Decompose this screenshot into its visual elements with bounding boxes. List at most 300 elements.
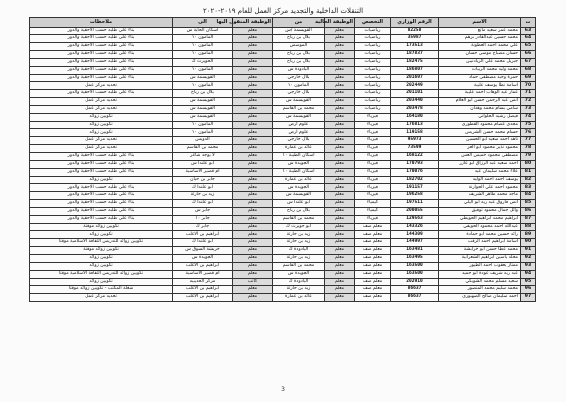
row-from: زيد بن حارثة [273, 231, 325, 239]
row-note: تحديد مركز عمل [30, 294, 173, 302]
table-row [30, 247, 536, 255]
row-note: بناء على طلبه حسب الاحقية والدور [30, 51, 173, 59]
row-to: ام قصير الاساسية [173, 168, 233, 176]
row-seq: 82 [521, 176, 536, 184]
row-ministerial-no: 35987 [391, 35, 439, 43]
row-transferred-job: معلم [233, 262, 273, 270]
row-seq: 79 [521, 153, 536, 161]
row-job: معلم [325, 200, 355, 208]
row-job: معلم [325, 113, 355, 121]
header-to: الى [173, 18, 233, 28]
row-seq: 66 [521, 51, 536, 59]
row-from: اسكان الطيبة ١٠ [273, 153, 325, 161]
row-from: الموسس [273, 43, 325, 51]
row-specialty: رياضيات [355, 74, 391, 82]
row-specialty: فيزياء [355, 192, 391, 200]
row-from: بلال بن رباح [273, 35, 325, 43]
row-ministerial-no: 168122 [391, 153, 439, 161]
row-specialty: فيزياء [355, 153, 391, 161]
row-seq: 86 [521, 207, 536, 215]
row-ministerial-no: 176813 [391, 121, 439, 129]
row-to: القويسمة س [173, 74, 233, 82]
table-row [30, 121, 536, 129]
row-seq: 97 [521, 294, 536, 302]
row-job: معلم [325, 239, 355, 247]
table-row [30, 294, 536, 302]
row-note: بناء على طلبه حسب الاحقية والدور [30, 184, 173, 192]
row-specialty: معلم صف [355, 270, 391, 278]
row-ministerial-no: 196258 [391, 192, 439, 200]
row-ministerial-no: 86637 [391, 294, 439, 302]
row-to: القويسمة س [173, 98, 233, 106]
row-transferred-job: معلم [233, 113, 273, 121]
row-name: ابراهيم محمد ابراهيم الحويطي [439, 215, 521, 223]
row-seq: 81 [521, 168, 536, 176]
row-from: عائد بن عمارة [273, 176, 325, 184]
table-row [30, 270, 536, 278]
row-transferred-job: معلم [233, 239, 273, 247]
row-to: زيد بن حارثة [173, 192, 233, 200]
row-from: زيد بن حارثة [273, 239, 325, 247]
row-note: بناء على طلبه حسب الاحقية والدور [30, 66, 173, 74]
row-seq: 65 [521, 43, 536, 51]
row-transferred-job: كاتب [233, 278, 273, 286]
row-name: يوسف احمد احمد الوليد [439, 176, 521, 184]
row-name: علاء محمد سليمان عيد [439, 168, 521, 176]
row-ministerial-no: 73599 [391, 145, 439, 153]
row-note: تكويين زوائد [30, 278, 173, 286]
row-from: عائد بن عمارة [273, 145, 325, 153]
row-specialty: رياضيات [355, 90, 391, 98]
row-from: زيد بن حارثة [273, 286, 325, 294]
row-job: معلم [325, 129, 355, 137]
row-ministerial-no: 170076 [391, 168, 439, 176]
row-name: سامي بسام محمد وهدان [439, 105, 521, 113]
row-seq: 90 [521, 239, 536, 247]
row-from: زيد بن حارثة [273, 254, 325, 262]
table-row [30, 58, 536, 66]
row-to: ام قصير الاساسية [173, 270, 233, 278]
table-row [30, 176, 536, 184]
row-note: بناء على طلبه حسب الاحقية والدور [30, 43, 173, 51]
row-ministerial-no: 202910 [391, 278, 439, 286]
row-name: مخلد ياسين ابراهيم الشعرانية [439, 254, 521, 262]
row-job: معلم [325, 74, 355, 82]
row-seq: 64 [521, 35, 536, 43]
row-seq: 78 [521, 145, 536, 153]
row-seq: 67 [521, 58, 536, 66]
table-row [30, 223, 536, 231]
row-ministerial-no: 119158 [391, 129, 439, 137]
row-name: انس عبد الرحمن حسن ابو الغلام [439, 98, 521, 106]
row-job: معلم [325, 184, 355, 192]
row-transferred-job: معلم [233, 215, 273, 223]
header-name: الاسم [439, 18, 521, 28]
row-transferred-job: معلم [233, 270, 273, 278]
row-from: اليادودة ك [273, 247, 325, 255]
row-seq: 96 [521, 286, 536, 294]
row-name: وائل جمال محمود توفيق [439, 207, 521, 215]
row-note: تكويين زوائد [30, 129, 173, 137]
table-row [30, 160, 536, 168]
row-transferred-job: معلم [233, 137, 273, 145]
table-row [30, 192, 536, 200]
table-row [30, 254, 536, 262]
row-transferred-job: معلم [233, 153, 273, 161]
header-transferred-job: الوظيفة المنقول اليها [233, 18, 273, 28]
row-to: ابراهيم بن الاغلب [173, 286, 233, 294]
row-from: محمد بن القاسم [273, 262, 325, 270]
row-job: معلم [325, 145, 355, 153]
transfers-table [29, 17, 536, 302]
row-specialty: رياضيات [355, 105, 391, 113]
row-from: القويسمة س [273, 98, 325, 106]
row-specialty: رياضيات [355, 82, 391, 90]
row-transferred-job: معلم [233, 90, 273, 98]
row-name: محمود احمد علي الجوارنة [439, 184, 521, 192]
row-name: ممتاز يعقوب احمد الطيور [439, 262, 521, 270]
row-to: محمد بن القاسم [173, 145, 233, 153]
table-row [30, 286, 536, 294]
row-ministerial-no: 186807 [391, 66, 439, 74]
table-body [30, 27, 536, 302]
header-ministerial-no: الرقم الوزاري [391, 18, 439, 28]
row-specialty: فيزياء [355, 215, 391, 223]
row-ministerial-no: 187837 [391, 51, 439, 59]
table-row [30, 113, 536, 121]
table-row [30, 43, 536, 51]
row-job: معلم [325, 58, 355, 66]
row-job: معلم [325, 160, 355, 168]
row-name: اسامة ابراهيم احمد الرقب [439, 239, 521, 247]
row-specialty: رياضيات [355, 27, 391, 35]
table-row [30, 145, 536, 153]
row-seq: 75 [521, 121, 536, 129]
row-specialty: رياضيات [355, 58, 391, 66]
row-from: بلال بن رباح [273, 58, 325, 66]
row-name: مجدي عصام محمود القطوري [439, 121, 521, 129]
row-transferred-job: معلم [233, 247, 273, 255]
row-note: بناء على طلبه حسب الاحقية والدور [30, 207, 173, 215]
row-to: جابر بن حيان [173, 176, 233, 184]
row-ministerial-no: 182702 [391, 176, 439, 184]
row-seq: 69 [521, 74, 536, 82]
row-transferred-job: معلم [233, 121, 273, 129]
row-note: شغلة المكتب - تكويين زوائد موقتا [30, 286, 173, 294]
header-notes: ملاحظات [30, 18, 173, 28]
table-row [30, 90, 536, 98]
row-job: معلم [325, 270, 355, 278]
table-row [30, 215, 536, 223]
row-seq: 85 [521, 200, 536, 208]
row-note: بناء على طلبه حسب الاحقية والدور [30, 74, 173, 82]
row-to: الحويرث ك [173, 58, 233, 66]
row-from: الجويدة س [273, 270, 325, 278]
row-seq: 80 [521, 160, 536, 168]
row-transferred-job: معلم [233, 168, 273, 176]
row-specialty: فيزياء [355, 121, 391, 129]
row-note: تكويين زوائد [30, 231, 173, 239]
row-note: تكويين زوائد موقتة [30, 247, 173, 255]
row-job: معلم [325, 278, 355, 286]
row-name: محمد عطا حسن ابو خرابشة [439, 247, 521, 255]
row-seq: 87 [521, 215, 536, 223]
row-to: ابو علندا ك [173, 200, 233, 208]
row-job: معلم [325, 192, 355, 200]
row-seq: 94 [521, 270, 536, 278]
row-name: محمود نذير محمود ابو العز [439, 145, 521, 153]
row-seq: 84 [521, 192, 536, 200]
row-name: عبدالله احمد محمود الحويفي [439, 223, 521, 231]
row-seq: 70 [521, 82, 536, 90]
row-transferred-job: معلم [233, 66, 273, 74]
row-transferred-job: معلم [233, 35, 273, 43]
row-to: الجويدة س [173, 254, 233, 262]
row-transferred-job: معلم [233, 105, 273, 113]
row-to: مركز الحديبيه [173, 278, 233, 286]
row-to: المامون ١٠ [173, 35, 233, 43]
row-note: تكويين زوائد للتدريس الثقافة الاسلامية موقتا [30, 239, 173, 247]
table-row [30, 51, 536, 59]
row-job: معلم [325, 35, 355, 43]
row-note: بناء على طلبه حسب الاحقية والدور [30, 90, 173, 98]
row-job: معلم [325, 294, 355, 302]
header-specialty: التخصص [355, 18, 391, 28]
row-specialty: فيزياء [355, 160, 391, 168]
row-ministerial-no: 144997 [391, 239, 439, 247]
table-row [30, 27, 536, 35]
row-from: محمد بن القاسم [273, 215, 325, 223]
row-to: القويسمة س [173, 105, 233, 113]
row-job: معلم [325, 262, 355, 270]
table-row [30, 168, 536, 176]
row-specialty: رياضيات [355, 66, 391, 74]
row-transferred-job: معلم [233, 98, 273, 106]
page-number: 3 [281, 386, 285, 393]
row-name: علي محمد احمد العظونة [439, 43, 521, 51]
table-row [30, 231, 536, 239]
row-specialty: رياضيات [355, 43, 391, 51]
row-name: ناهد احمد سعيد ابو الحسين [439, 137, 521, 145]
row-from: القويسمة س [273, 192, 325, 200]
row-seq: 71 [521, 90, 536, 98]
row-note: تكويين زوائد [30, 254, 173, 262]
table-row [30, 74, 536, 82]
row-specialty: كيمياء [355, 200, 391, 208]
row-seq: 73 [521, 105, 536, 113]
row-specialty: فيزياء [355, 168, 391, 176]
row-to: الدويس [173, 137, 233, 145]
row-name: احمد سعيد عبد الرزاق ابو عازر [439, 160, 521, 168]
row-note: تحديد مركز عمل [30, 145, 173, 153]
header-from: من [273, 18, 325, 28]
row-ministerial-no: 163495 [391, 254, 439, 262]
row-job: معلم [325, 247, 355, 255]
row-ministerial-no: 163481 [391, 247, 439, 255]
row-transferred-job: معلم [233, 43, 273, 51]
row-name: عمار عبد الوهاب احمد عليبة [439, 90, 521, 98]
row-from: اليادودة ك [273, 278, 325, 286]
row-job: معلم [325, 223, 355, 231]
row-job: معلم [325, 43, 355, 51]
row-name: فيصل رشيد الحلواني [439, 113, 521, 121]
row-note: بناء على طلبه حسب الاحقية والدور [30, 35, 173, 43]
table-row [30, 153, 536, 161]
row-specialty: فيزياء [355, 137, 391, 145]
row-transferred-job: معلم [233, 160, 273, 168]
row-specialty: رياضيات [355, 98, 391, 106]
row-seq: 72 [521, 98, 536, 106]
document-title: التنقلات الداخلية والتجديد مركز العمل للعام ٢٠١٩-٢٠٢٠ [202, 7, 364, 15]
row-note: بناء على طلبه حسب الاحقية والدور [30, 153, 173, 161]
row-transferred-job: معلم [233, 254, 273, 262]
table-row [30, 129, 536, 137]
row-to: ابو علندا س [173, 160, 233, 168]
row-seq: 92 [521, 254, 536, 262]
row-to: جابر س [173, 207, 233, 215]
row-specialty: معلم صف [355, 247, 391, 255]
row-specialty: فيزياء [355, 129, 391, 137]
table-row [30, 278, 536, 286]
row-to: ابو علندا ك [173, 184, 233, 192]
row-to: خربشة السوق س [173, 247, 233, 255]
row-ministerial-no: 163500 [391, 262, 439, 270]
row-name: رائد حسين محمد ابو حمادة [439, 231, 521, 239]
row-job: معلم [325, 207, 355, 215]
row-specialty: معلم صف [355, 223, 391, 231]
table-row [30, 66, 536, 74]
row-note: بناء على طلبه حسب الاحقية والدور [30, 200, 173, 208]
row-to: المامون ١٠ [173, 66, 233, 74]
row-note: بناء على طلبه حسب الاحقية والدور [30, 27, 173, 35]
row-note: تكويين زوائد [30, 176, 173, 184]
row-specialty: معلم صف [355, 286, 391, 294]
row-from: بلال خارجي [273, 74, 325, 82]
row-ministerial-no: 203440 [391, 98, 439, 106]
row-note: تكويين زوائد موقتة [30, 223, 173, 231]
row-name: حسام محمد حسن الشريس [439, 129, 521, 137]
row-name: حسان مصباح موسى حسان [439, 51, 521, 59]
row-specialty: معلم صف [355, 294, 391, 302]
row-specialty: رياضيات [355, 51, 391, 59]
row-job: معلم [325, 105, 355, 113]
row-specialty: كيمياء [355, 207, 391, 215]
row-transferred-job: معلم [233, 231, 273, 239]
table-row [30, 82, 536, 90]
row-from: المامون ١٠ [273, 82, 325, 90]
row-to: المامون ١٠ [173, 51, 233, 59]
table-row [30, 207, 536, 215]
row-name: اسامة نظا يوسف عليبة [439, 82, 521, 90]
row-ministerial-no: 201101 [391, 90, 439, 98]
row-name: عبد ربه شريف عودة ابو حميد [439, 270, 521, 278]
row-to: القويسمة س [173, 113, 233, 121]
row-to: ابو علندا ك [173, 239, 233, 247]
row-ministerial-no: 202449 [391, 82, 439, 90]
row-name: انس فاروق عبد ربه ابو اليلي [439, 200, 521, 208]
row-transferred-job: معلم [233, 27, 273, 35]
row-name: محمد عمر سعيد مانع [439, 27, 521, 35]
row-ministerial-no: 173513 [391, 43, 439, 51]
row-job: معلم [325, 254, 355, 262]
row-job: معلم [325, 168, 355, 176]
row-from: ابو علندا س [273, 200, 325, 208]
row-seq: 68 [521, 66, 536, 74]
row-transferred-job: معلم [233, 145, 273, 153]
row-from: اليادودة س [273, 66, 325, 74]
row-job: معلم [325, 121, 355, 129]
table-row [30, 200, 536, 208]
row-to: المامون ١٠ [173, 121, 233, 129]
row-job: معلم [325, 90, 355, 98]
row-to: اسكان الحاية س [173, 27, 233, 35]
row-job: معلم [325, 66, 355, 74]
row-from: الجويدة س [273, 160, 325, 168]
row-specialty: رياضيات [355, 35, 391, 43]
row-note: تكويين زوائد [30, 113, 173, 121]
row-to: المامون ١٠ [173, 43, 233, 51]
row-from: بلال خارجي [273, 137, 325, 145]
row-from: الجويدة س [273, 184, 325, 192]
row-to: جابر ١٠ [173, 215, 233, 223]
row-ministerial-no: 163500 [391, 270, 439, 278]
row-to: بلال بن رباح [173, 90, 233, 98]
row-note: بناء على طلبه حسب الاحقية والدور [30, 168, 173, 176]
row-to: ابراهيم بن الاغلب [173, 294, 233, 302]
row-seq: 63 [521, 27, 536, 35]
row-name: محمد سليم محمد المنصور [439, 286, 521, 294]
row-note: تكويين زوائد للتدريس الثقافة الاسلامية موقتا [30, 270, 173, 278]
row-seq: 88 [521, 223, 536, 231]
row-transferred-job: معلم [233, 51, 273, 59]
row-transferred-job: معلم [233, 58, 273, 66]
row-name: محمد حسين عبدالقادر برهم [439, 35, 521, 43]
row-job: معلم [325, 82, 355, 90]
row-seq: 91 [521, 247, 536, 255]
row-from: بلال بن رباح [273, 207, 325, 215]
row-ministerial-no: 197511 [391, 200, 439, 208]
row-ministerial-no: 203478 [391, 105, 439, 113]
row-note: بناء على طلبه حسب الاحقية والدور [30, 58, 173, 66]
row-ministerial-no: 144309 [391, 231, 439, 239]
row-transferred-job: معلم [233, 176, 273, 184]
row-job: معلم [325, 286, 355, 294]
row-to: المامون ١٠ [173, 82, 233, 90]
row-from: ابو حويرث ك [273, 223, 325, 231]
row-note: تحديد مركز عمل [30, 82, 173, 90]
table-header-row [30, 18, 536, 28]
row-transferred-job: معلم [233, 74, 273, 82]
row-from: القويسمة س [273, 113, 325, 121]
table-row [30, 35, 536, 43]
row-transferred-job: معلم [233, 286, 273, 294]
row-specialty: معلم صف [355, 239, 391, 247]
row-from: بلال بن رباح [273, 51, 325, 59]
row-transferred-job: معلم [233, 294, 273, 302]
row-ministerial-no: 200055 [391, 207, 439, 215]
row-specialty: معلم صف [355, 231, 391, 239]
row-ministerial-no: 82258 [391, 27, 439, 35]
table-row [30, 262, 536, 270]
row-specialty: فيزياء [355, 176, 391, 184]
row-specialty: فيزياء [355, 145, 391, 153]
row-transferred-job: معلم [233, 200, 273, 208]
row-from: عائد بن عمارة [273, 294, 325, 302]
row-seq: 95 [521, 278, 536, 286]
row-specialty: فيزياء [355, 184, 391, 192]
row-specialty: معلم صف [355, 262, 391, 270]
row-from: القويسمة /س [273, 27, 325, 35]
